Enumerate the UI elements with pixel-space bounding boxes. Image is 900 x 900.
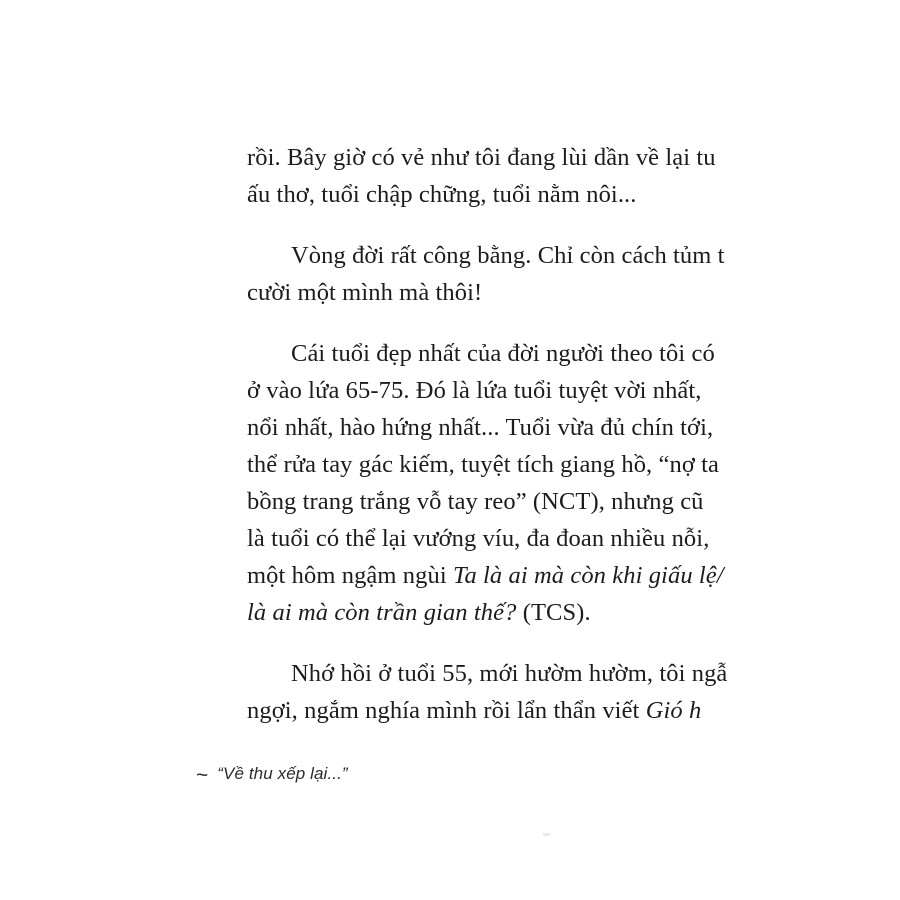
line-text: ấu thơ, tuổi chập chững, tuổi nằm nôi... [247, 181, 637, 208]
text-line [247, 372, 746, 409]
text-line [247, 692, 746, 729]
text-line [247, 655, 746, 692]
text-line [247, 520, 746, 557]
line-text: thể rửa tay gác kiếm, tuyệt tích giang hồ, “nợ ta [247, 451, 719, 478]
text-line [247, 409, 746, 446]
line-text: một hôm ngậm ngùi [247, 562, 453, 589]
text-line [247, 483, 746, 520]
line-text: ngợi, ngắm nghía mình rồi lẩn thẩn viết [247, 697, 646, 724]
line-text: (TCS). [516, 599, 591, 626]
faint-page-mark [543, 833, 550, 836]
line-text: nổi nhất, hào hứng nhất... Tuổi vừa đủ chín tới, [247, 414, 714, 441]
text-line [247, 274, 746, 311]
line-text: Vòng đời rất công bằng. Chỉ còn cách tủm t [291, 242, 725, 269]
text-line [247, 594, 746, 631]
line-text: ở vào lứa 65-75. Đó là lứa tuổi tuyệt vời nhất, [247, 377, 702, 404]
line-text: bồng trang trắng vỗ tay reo” (NCT), nhưng cũ [247, 488, 704, 515]
line-text-italic: là ai mà còn trần gian thế? [247, 599, 517, 626]
line-text-italic: Gió h [645, 697, 702, 724]
line-text: Nhớ hồi ở tuổi 55, mới hườm hườm, tôi ngẫ [291, 660, 728, 687]
book-title-footer: “Về thu xếp lại...” [217, 764, 348, 783]
text-line [247, 557, 746, 594]
line-text: là tuổi có thể lại vướng víu, đa đoan nhiều nỗi, [247, 525, 710, 552]
text-line [247, 176, 746, 213]
text-line [247, 446, 746, 483]
body-text [247, 139, 746, 729]
tilde-ornament-icon: ~ [196, 764, 209, 787]
line-text: rồi. Bây giờ có vẻ như tôi đang lùi dần về lại tu [247, 144, 716, 171]
text-line [247, 237, 746, 274]
line-text: cười một mình mà thôi! [247, 279, 483, 306]
text-line [247, 335, 746, 372]
line-text: Cái tuổi đẹp nhất của đời người theo tôi có [291, 340, 715, 367]
running-footer [196, 762, 348, 786]
text-line [247, 139, 746, 176]
line-text-italic: Ta là ai mà còn khi giấu lệ/ [452, 562, 724, 589]
